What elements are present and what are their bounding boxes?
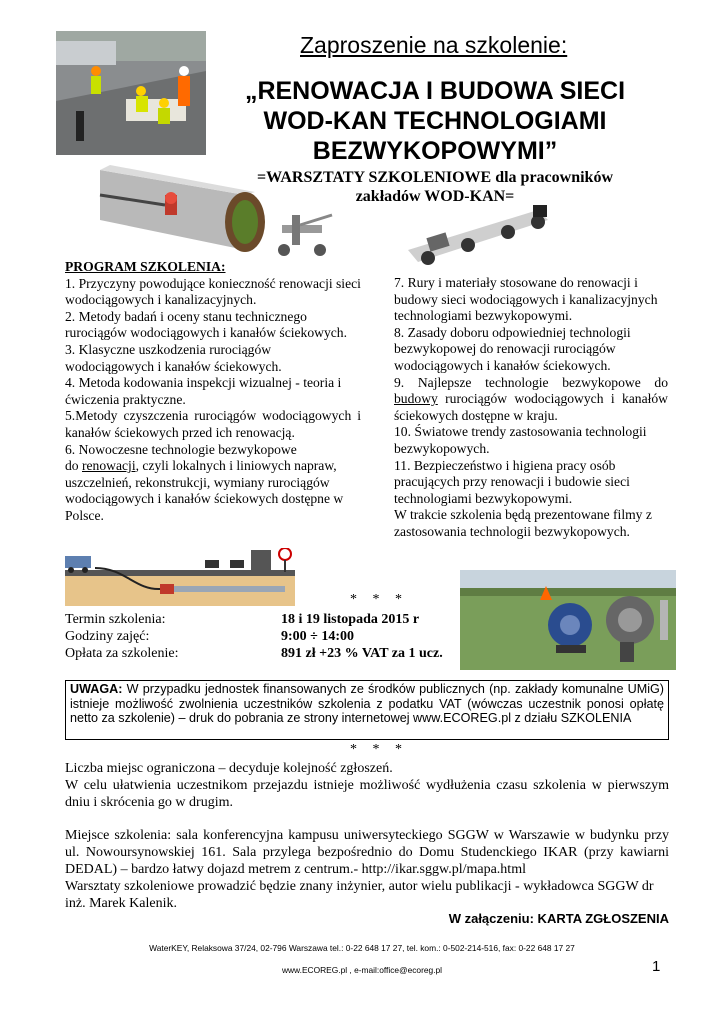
training-title [210, 76, 660, 166]
title-line: „RENOWACJA I BUDOWA SIECI [244, 77, 626, 105]
invitation-heading: Zaproszenie na szkolenie: [300, 32, 568, 58]
info-travel: W celu ułatwienia uczestnikom przejazdu istnieje możliwość wydłużenia czasu szkolenia w pierwszym dniu i skrócenia go w drugim. [65, 778, 669, 810]
photo-trenchless-diagram [65, 548, 295, 606]
notice-label: UWAGA: [70, 682, 123, 696]
program-item-underlined: renowacji [82, 458, 136, 474]
program-right-column [394, 275, 668, 541]
training-subtitle [220, 168, 650, 206]
separator-stars: * * * [350, 742, 408, 757]
program-item: 2. Metody badań i oceny stanu technicznego rurociągów wodociągowych i kanałów ściekowych. [65, 308, 347, 341]
program-item-underlined: budowy [394, 391, 438, 407]
program-item [65, 458, 361, 524]
title-line: BEZWYKOPOWYMI” [312, 137, 558, 165]
program-item-part: , czyli lokalnych i liniowych napraw, uszczelnień, rekonstrukcji, wymiany rurociągów wodociągowych i kanałów ściekowych dostępne w Polsce. [65, 458, 344, 523]
schedule-value: 18 i 19 listopada 2015 r [281, 612, 420, 627]
schedule-label: Termin szkolenia: [65, 612, 166, 627]
photo-cctv-reel [460, 570, 676, 670]
schedule-label: Opłata za szkolenie: [65, 646, 179, 661]
footer-web-email: www.ECOREG.pl , e-mail:office@ecoreg.pl [281, 965, 443, 975]
separator-stars: * * * [350, 592, 408, 607]
title-line: WOD-KAN TECHNOLOGIAMI [263, 107, 607, 135]
program-item: W trakcie szkolenia będą prezentowane filmy z zastosowania technologii bezwykopowych. [394, 507, 652, 539]
program-item: 3. Klasyczne uszkodzenia rurociągów wodociągowych i kanałów ściekowych. [65, 341, 282, 374]
program-item: 5.Metody czyszczenia rurociągów wodociągowych i kanałów ściekowych przed ich renowacją. [65, 408, 361, 440]
program-item: 4. Metoda kodowania inspekcji wizualnej - teoria i ćwiczenia praktyczne. [65, 375, 342, 407]
info-limit: Liczba miejsc ograniczona – decyduje kolejność zgłoszeń. [65, 761, 393, 776]
schedule-row-fee [65, 645, 465, 662]
program-item [394, 375, 668, 425]
schedule-label: Godziny zajęć: [65, 629, 150, 644]
program-heading: PROGRAM SZKOLENIA: [65, 259, 226, 274]
subtitle-line: =WARSZTATY SZKOLENIOWE dla pracowników [256, 169, 613, 186]
schedule-value: 891 zł +23 % VAT za 1 ucz. [281, 646, 443, 661]
program-left-column [65, 259, 361, 525]
schedule-row-hours [65, 628, 465, 645]
page-number: 1 [652, 958, 661, 975]
subtitle-line: zakładów WOD-KAN= [355, 188, 515, 205]
notice-text: W przypadku jednostek finansowanych ze środków publicznych (np. zakłady komunalne UMiG) istnieje możliwość zwolnienia uczestników szkolenia z podatku VAT (wówczas uczestnik ponosi opłatę netto za szkolenie) – druk do pobrania ze strony internetowej www.ECOREG.pl z działu SZKOLENIA [70, 682, 664, 726]
schedule-row-date [65, 611, 465, 628]
footer-address: WaterKEY, Relaksowa 37/24, 02-796 Warszawa tel.: 0-22 648 17 27, tel. kom.: 0-502-214-516, fax: 0-22 648 17 27 [149, 943, 575, 953]
program-item: 11. Bezpieczeństwo i higiena pracy osób pracujących przy renowacji i budowie sieci technologiami bezwykopowymi. [394, 457, 630, 506]
info-lecturer: Warsztaty szkoleniowe prowadzić będzie znany inżynier, autor wielu publikacji - wykładowca SGGW dr inż. Marek Kalenik. [65, 879, 654, 911]
photo-cutting-robot [262, 205, 342, 265]
program-item-part: do [65, 458, 79, 474]
program-item: 8. Zasady doboru odpowiedniej technologii bezwykopowej do renowacji rurociągów wodociągowych i kanałów ściekowych. [394, 324, 631, 373]
info-block [65, 760, 669, 811]
program-item: 6. Nowoczesne technologie bezwykopowe [65, 441, 297, 457]
program-item-part: rurociągów wodociągowych i kanałów ściekowych dostępne w kraju. [394, 391, 668, 423]
info-venue: Miejsce szkolenia: sala konferencyjna kampusu uniwersyteckiego SGGW w Warszawie w budynku przy ul. Nowoursynowskiej 161. Sala przylega bezpośrednio do Domu Studenckiego IKAR (przy kawiarni DEDAL) – bardzo łatwy dojazd metrem z centrum.- http://ikar.sggw.pl/mapa.html [65, 828, 669, 877]
program-item: 7. Rury i materiały stosowane do renowacji i budowy sieci wodociągowych i kanalizacyjnych technologiami bezwykopowymi. [394, 275, 658, 324]
program-item: 1. Przyczyny powodujące konieczność renowacji sieci wodociągowych i kanalizacyjnych. [65, 275, 361, 308]
attachment-note: W załączeniu: KARTA ZGŁOSZENIA [448, 911, 669, 926]
venue-block [65, 827, 669, 912]
vat-notice-box [65, 680, 669, 740]
photo-street-workers [56, 31, 206, 155]
program-item-part: 9. Najlepsze technologie bezwykopowe do [394, 374, 668, 390]
program-item: 10. Światowe trendy zastosowania technologii bezwykopowych. [394, 424, 647, 456]
schedule-block [65, 611, 465, 662]
schedule-value: 9:00 ÷ 14:00 [281, 629, 355, 644]
